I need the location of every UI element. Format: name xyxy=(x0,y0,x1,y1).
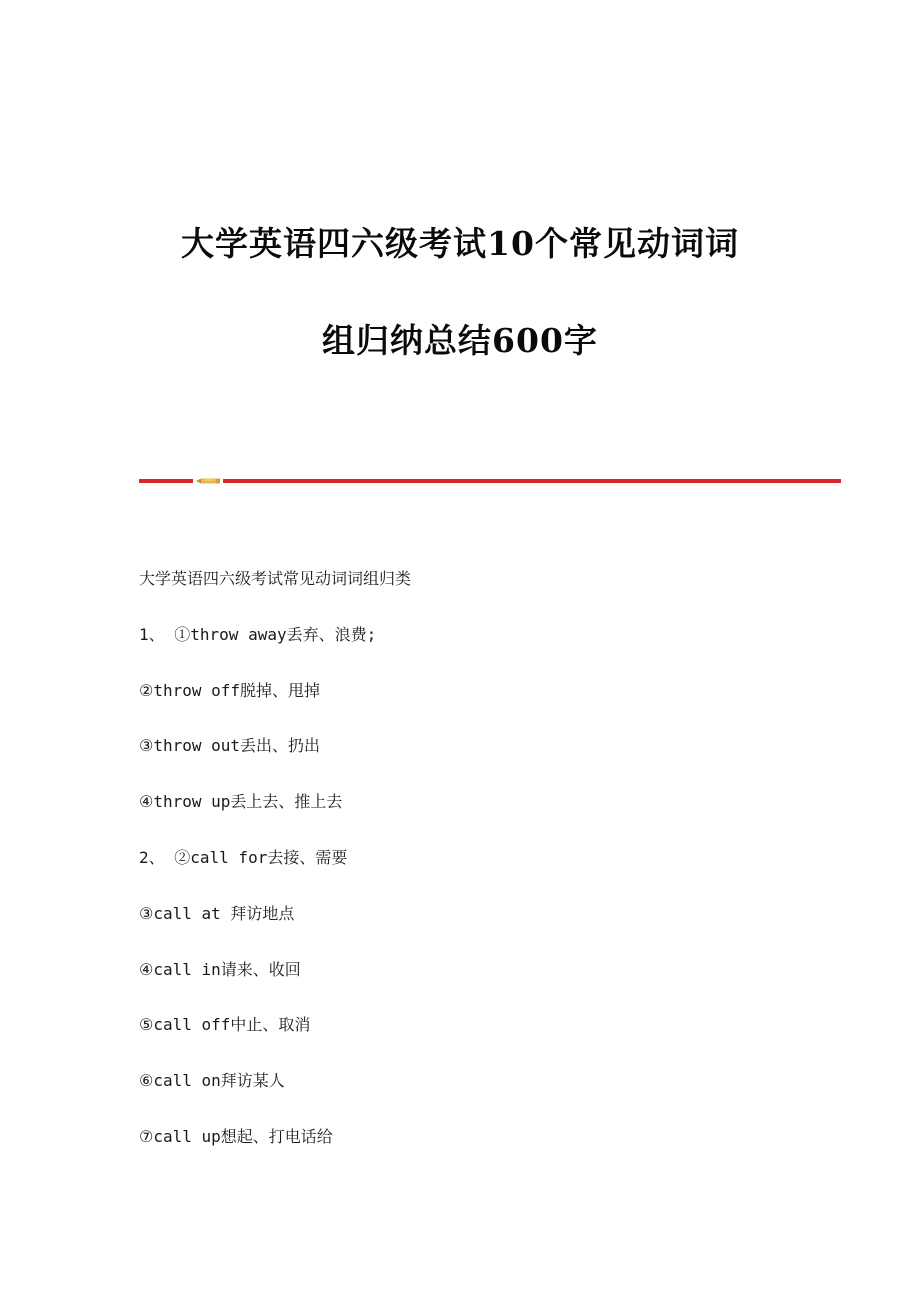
document-body xyxy=(139,567,841,1181)
divider-bar-left xyxy=(139,479,193,483)
body-line: ④throw up丢上去、推上去 xyxy=(139,792,343,812)
title-divider xyxy=(139,477,841,485)
pencil-ornament-icon xyxy=(196,477,220,485)
body-line: ③throw out丢出、扔出 xyxy=(139,736,321,756)
body-heading: 大学英语四六级考试常见动词词组归类 xyxy=(139,569,412,588)
document-title-line-1: 大学英语四六级考试10个常见动词词 xyxy=(181,224,739,263)
body-line: ⑤call off中止、取消 xyxy=(139,1015,311,1035)
body-line: ⑥call on拜访某人 xyxy=(139,1071,285,1091)
body-line: ②throw off脱掉、甩掉 xyxy=(139,680,321,700)
body-line: ③call at 拜访地点 xyxy=(139,903,295,923)
body-line: ④call in请来、收回 xyxy=(139,959,301,979)
document-title-line-2: 组归纳总结600字 xyxy=(322,321,598,360)
body-line: 2、 ②call for去接、需要 xyxy=(139,847,348,867)
divider-bar-right xyxy=(223,479,841,483)
body-line: 1、 ①throw away丢弃、浪费; xyxy=(139,624,377,644)
body-line: ⑦call up想起、打电话给 xyxy=(139,1126,333,1146)
